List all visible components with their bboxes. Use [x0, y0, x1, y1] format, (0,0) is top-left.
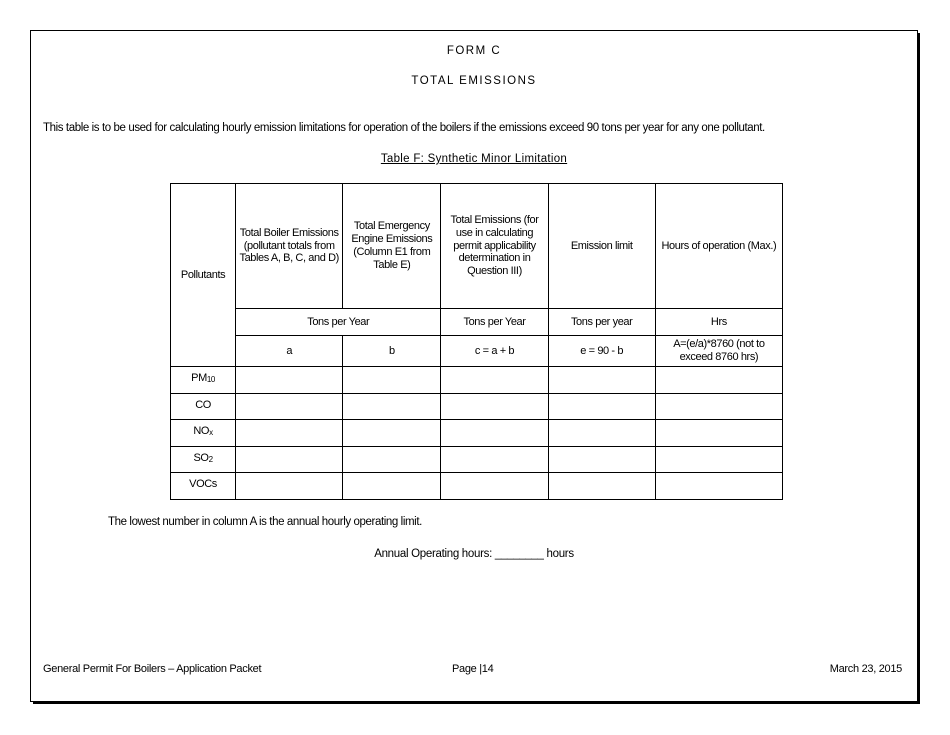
pollutant-label: [171, 446, 236, 473]
footer-left: General Permit For Boilers – Application Packet: [43, 663, 262, 675]
intro-text: This table is to be used for calculating hourly emission limitations for operation of the boilers if the emissions exceed 90 tons per year for any one pollutant.: [43, 122, 765, 134]
input-cell-b[interactable]: [343, 367, 441, 394]
emissions-table: [170, 183, 783, 500]
input-cell-a[interactable]: [236, 420, 343, 447]
page-number: Page |14: [452, 663, 494, 675]
table-caption: [31, 153, 917, 165]
header-engine: Total Emergency Engine Emissions (Column E1 from Table E): [343, 184, 441, 309]
input-cell-b[interactable]: [343, 446, 441, 473]
input-cell-b[interactable]: [343, 420, 441, 447]
pollutant-base: NO: [193, 425, 210, 438]
input-cell-b[interactable]: [343, 473, 441, 500]
operating-limit-note: The lowest number in column A is the annual hourly operating limit.: [108, 516, 422, 528]
input-cell-A[interactable]: [655, 420, 782, 447]
pollutant-base: PM: [191, 372, 207, 385]
pollutant-sub: 10: [206, 375, 215, 385]
input-cell-e[interactable]: [548, 393, 655, 420]
input-cell-c[interactable]: [441, 367, 548, 394]
table-row: [171, 393, 783, 420]
input-cell-a[interactable]: [236, 473, 343, 500]
input-cell-e[interactable]: [548, 420, 655, 447]
form-subtitle: TOTAL EMISSIONS: [411, 75, 537, 87]
input-cell-e[interactable]: [548, 446, 655, 473]
pollutant-sub: x: [209, 428, 213, 438]
table-row: [171, 446, 783, 473]
footer-date: March 23, 2015: [829, 663, 902, 675]
letter-a: a: [236, 336, 343, 367]
input-cell-c[interactable]: [441, 473, 548, 500]
input-cell-a[interactable]: [236, 446, 343, 473]
pollutant-label: [171, 367, 236, 394]
pollutant-base: CO: [195, 398, 211, 411]
input-cell-A[interactable]: [655, 473, 782, 500]
letter-e: e = 90 - b: [548, 336, 655, 367]
input-cell-A[interactable]: [655, 446, 782, 473]
pollutant-label: [171, 393, 236, 420]
input-cell-c[interactable]: [441, 420, 548, 447]
input-cell-b[interactable]: [343, 393, 441, 420]
unit-e: Tons per year: [548, 309, 655, 336]
input-cell-c[interactable]: [441, 446, 548, 473]
page-frame: [30, 30, 918, 702]
input-cell-a[interactable]: [236, 367, 343, 394]
table-row: [171, 473, 783, 500]
table-row: [171, 367, 783, 394]
pollutant-base: SO: [193, 451, 209, 464]
form-title: FORM C: [446, 45, 502, 57]
unit-A: Hrs: [655, 309, 782, 336]
input-cell-A[interactable]: [655, 367, 782, 394]
unit-c: Tons per Year: [441, 309, 548, 336]
annual-operating-hours: Annual Operating hours: ________ hours: [374, 548, 574, 560]
pollutant-label: [171, 420, 236, 447]
letter-A: A=(e/a)*8760 (not to exceed 8760 hrs): [655, 336, 782, 367]
input-cell-e[interactable]: [548, 473, 655, 500]
unit-ab: Tons per Year: [236, 309, 441, 336]
input-cell-A[interactable]: [655, 393, 782, 420]
header-total: Total Emissions (for use in calculating permit applicability determination in Question III): [441, 184, 548, 309]
header-hours: Hours of operation (Max.): [655, 184, 782, 309]
input-cell-e[interactable]: [548, 367, 655, 394]
input-cell-c[interactable]: [441, 393, 548, 420]
table-row: [171, 420, 783, 447]
header-pollutants: Pollutants: [171, 184, 236, 367]
pollutant-sub: 2: [208, 454, 213, 464]
pollutant-label: [171, 473, 236, 500]
header-limit: Emission limit: [548, 184, 655, 309]
letter-b: b: [343, 336, 441, 367]
letter-c: c = a + b: [441, 336, 548, 367]
table-caption-text: Table F: Synthetic Minor Limitation: [380, 153, 568, 165]
header-boiler: Total Boiler Emissions (pollutant totals from Tables A, B, C, and D): [236, 184, 343, 309]
input-cell-a[interactable]: [236, 393, 343, 420]
pollutant-base: VOCs: [189, 478, 217, 491]
